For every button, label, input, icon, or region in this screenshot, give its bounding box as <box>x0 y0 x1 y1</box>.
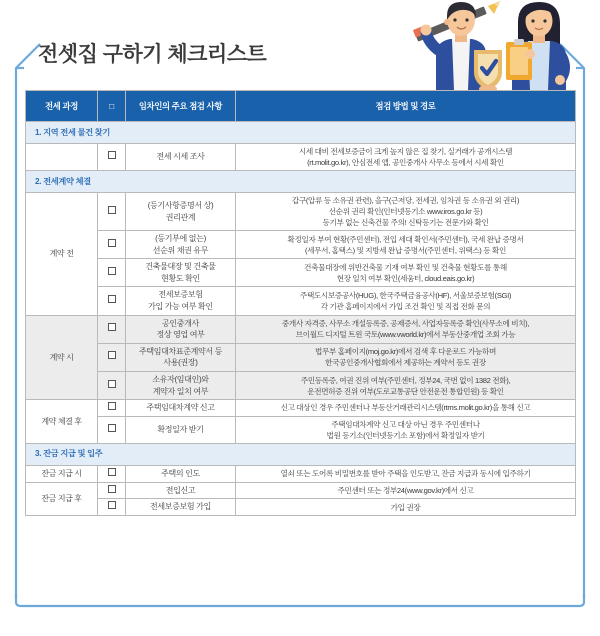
checklist-item-label <box>126 193 236 231</box>
checklist-item-label <box>126 287 236 315</box>
table-row <box>26 231 576 259</box>
checklist-table <box>25 90 576 516</box>
checklist-method-description <box>236 315 576 343</box>
checkbox-icon[interactable] <box>108 501 116 509</box>
column-header-stage: 전세 과정 <box>26 91 98 122</box>
text-line: 현장 일치 여부 확인(세움터, cloud.eais.go.kr) <box>336 273 475 283</box>
column-header-item: 임차인의 주요 점검 사항 <box>126 91 236 122</box>
text-line: 공인중개사 <box>162 318 199 328</box>
clipboard-icon <box>506 39 532 80</box>
text-line: 계약자 일치 여부 <box>152 386 209 396</box>
header-row <box>26 91 576 122</box>
checklist-item-label <box>126 144 236 171</box>
checklist-method-description <box>236 416 576 443</box>
checkbox-cell[interactable] <box>98 416 126 443</box>
table-row <box>26 144 576 171</box>
checkbox-cell[interactable] <box>98 482 126 499</box>
text-line: 가입 권장 <box>390 502 421 512</box>
text-line: 법원 등기소(인터넷등기소 포함)에서 확정일자 받기 <box>326 430 485 440</box>
checkbox-cell[interactable] <box>98 343 126 371</box>
checkbox-cell[interactable] <box>98 144 126 171</box>
checkbox-icon[interactable] <box>108 206 116 214</box>
checkbox-cell[interactable] <box>98 400 126 417</box>
text-line: 주택임대차계약 신고 대상 아닌 경우 주민센터나 <box>331 419 480 429</box>
text-line: 주택임대차계약 신고 <box>146 403 215 413</box>
checklist-item-label <box>126 482 236 499</box>
section-heading-row <box>26 443 576 465</box>
section-heading-row <box>26 122 576 144</box>
text-line: 신고 대상인 경우 주민센터나 부동산거래관리시스템(rtms.molit.go.kr)을 통해 신고 <box>280 403 531 413</box>
text-line: 주택도시보증공사(HUG), 한국주택금융공사(HF), 서울보증보험(SGI) <box>299 290 512 300</box>
text-line: 건축물대장에 위반건축물 기재 여부 확인 및 건축물 현황도를 통해 <box>304 262 507 272</box>
text-line: (등기사항증명서 상) <box>147 200 214 210</box>
checklist-item-label <box>126 465 236 482</box>
woman-figure <box>506 2 566 90</box>
table-row <box>26 371 576 399</box>
table-row <box>26 400 576 417</box>
checklist-table-container <box>25 90 575 516</box>
checklist-method-description <box>236 287 576 315</box>
stage-label: 계약 전 <box>26 193 98 316</box>
text-line: 소유자(임대인)와 <box>152 374 209 384</box>
text-line: (세무서, 홈택스) 및 지방세 완납 증명서(주민센터, 위택스) 등 확인 <box>305 245 506 255</box>
text-line: 권리관계 <box>165 212 196 222</box>
text-line: 등기부 없는 신축건물 주의! 신탁등기는 전문가와 확인 <box>322 218 489 227</box>
checklist-item-label <box>126 259 236 287</box>
checkbox-icon[interactable] <box>108 151 116 159</box>
checklist-item-label <box>126 400 236 417</box>
text-line: 한국공인중개사협회에서 제공하는 계약서 등도 권장 <box>325 358 486 368</box>
text-line: 사용(권장) <box>163 358 198 368</box>
text-line: 전세보증보험 <box>158 290 203 300</box>
text-line: 선순위 채권 유무 <box>152 245 209 255</box>
checklist-method-description <box>236 482 576 499</box>
text-line: 주민등록증, 여권 진위 여부(주민센터, 정부24, 국번 없이 1382 전화), <box>300 375 511 385</box>
checkbox-icon[interactable] <box>108 295 116 303</box>
text-line: 확정일자 받기 <box>157 425 204 435</box>
section-heading-row <box>26 171 576 193</box>
checkbox-icon[interactable] <box>108 468 116 476</box>
table-body <box>26 122 576 516</box>
section-heading-label: 1. 지역 전세 물건 찾기 <box>26 122 576 144</box>
text-line: 주택의 인도 <box>161 468 200 478</box>
text-line: 전세 시세 조사 <box>156 152 205 162</box>
checklist-item-label <box>126 416 236 443</box>
text-line: 주택임대차표준계약서 등 <box>138 346 223 356</box>
text-line: 법무부 홈페이지(moj.go.kr)에서 검색 후 다운로드 가능하며 <box>315 347 496 357</box>
decorative-bracket-bottom <box>14 592 586 608</box>
checklist-method-description <box>236 465 576 482</box>
checkbox-cell[interactable] <box>98 287 126 315</box>
table-row <box>26 193 576 231</box>
stage-label <box>26 144 98 171</box>
table-row <box>26 259 576 287</box>
table-row <box>26 315 576 343</box>
table-header <box>26 91 576 122</box>
text-line: (등기부에 없는) <box>155 234 206 243</box>
checklist-item-label <box>126 499 236 516</box>
text-line: (rt.molit.go.kr), 안심전세 앱, 공인중개사 사무소 등에서 시세 확인 <box>307 158 504 167</box>
stage-label: 잔금 지급 후 <box>26 482 98 515</box>
text-line: 운전면허증 진위 여부(도로교통공단 안전운전 통합민원) 등 확인 <box>307 386 504 396</box>
checklist-item-label <box>126 315 236 343</box>
table-row <box>26 482 576 499</box>
checkbox-cell[interactable] <box>98 259 126 287</box>
table-row <box>26 287 576 315</box>
checkbox-icon[interactable] <box>108 424 116 432</box>
table-row <box>26 465 576 482</box>
checklist-method-description <box>236 343 576 371</box>
checkbox-cell[interactable] <box>98 193 126 231</box>
text-line: 갑구(압류 등 소유권 관련), 을구(근저당, 전세권, 임차권 등 소유권 외 권리) <box>291 196 520 205</box>
checklist-method-description <box>236 231 576 259</box>
checkbox-cell[interactable] <box>98 315 126 343</box>
text-line: 시세 대비 전세보증금이 크게 높지 않은 집 찾기, 실거래가 공개시스템 <box>298 147 513 156</box>
text-line: 가입 가능 여부 확인 <box>148 301 213 311</box>
section-heading-label: 2. 전세계약 체결 <box>26 171 576 193</box>
checkbox-icon[interactable] <box>108 239 116 247</box>
checkbox-icon[interactable] <box>108 323 116 331</box>
section-heading-label: 3. 잔금 지급 및 입주 <box>26 443 576 465</box>
checkbox-cell[interactable] <box>98 231 126 259</box>
text-line: 전세보증보험 가입 <box>150 502 211 512</box>
column-header-method: 점검 방법 및 경로 <box>236 91 576 122</box>
text-line: 현황도 확인 <box>161 273 200 283</box>
text-line: 주민센터 또는 정부24(www.gov.kr)에서 신고 <box>337 485 474 495</box>
text-line: 열쇠 또는 도어록 비밀번호를 받아 주택을 인도받고, 잔금 지급과 동시에 입주하기 <box>280 469 531 479</box>
checkbox-icon[interactable] <box>108 267 116 275</box>
text-line: 중개사 자격증, 사무소 개설등록증, 공제증서, 사업자등록증 확인(사무소에 비치), <box>281 319 530 329</box>
checklist-item-label <box>126 231 236 259</box>
text-line: 전입신고 <box>165 485 196 495</box>
checkbox-cell[interactable] <box>98 465 126 482</box>
checklist-item-label <box>126 371 236 399</box>
text-line: 각 기관 홈페이지에서 가입 조건 확인 및 직접 전화 문의 <box>320 301 491 311</box>
text-line: 브이월드 디지털 트윈 국토(www.vworld.kr)에서 부동산중개업 조회 가능 <box>295 330 516 340</box>
column-header-check: □ <box>98 91 126 122</box>
illustration-two-people <box>402 0 592 93</box>
checklist-method-description <box>236 144 576 171</box>
stage-label: 계약 체결 후 <box>26 400 98 444</box>
stage-label: 잔금 지급 시 <box>26 465 98 482</box>
text-line: 선순위 권리 확인(인터넷등기소 www.iros.go.kr 등) <box>328 207 483 216</box>
checkbox-cell[interactable] <box>98 371 126 399</box>
checklist-method-description <box>236 193 576 231</box>
stage-label: 계약 시 <box>26 315 98 400</box>
checkbox-icon[interactable] <box>108 402 116 410</box>
checklist-method-description <box>236 499 576 516</box>
checkbox-icon[interactable] <box>108 380 116 388</box>
checklist-method-description <box>236 400 576 417</box>
checklist-item-label <box>126 343 236 371</box>
checkbox-icon[interactable] <box>108 485 116 493</box>
table-row <box>26 416 576 443</box>
text-line: 정상 영업 여부 <box>156 330 205 340</box>
checkbox-icon[interactable] <box>108 351 116 359</box>
text-line: 확정일자 부여 현황(주민센터), 전입 세대 확인서(주민센터), 국세 완납 증명서 <box>287 234 524 244</box>
text-line: 건축물대장 및 건축물 <box>145 262 216 272</box>
table-row <box>26 499 576 516</box>
checklist-method-description <box>236 259 576 287</box>
page-title: 전셋집 구하기 체크리스트 <box>38 43 267 66</box>
checklist-method-description <box>236 371 576 399</box>
checkbox-cell[interactable] <box>98 499 126 516</box>
table-row <box>26 343 576 371</box>
